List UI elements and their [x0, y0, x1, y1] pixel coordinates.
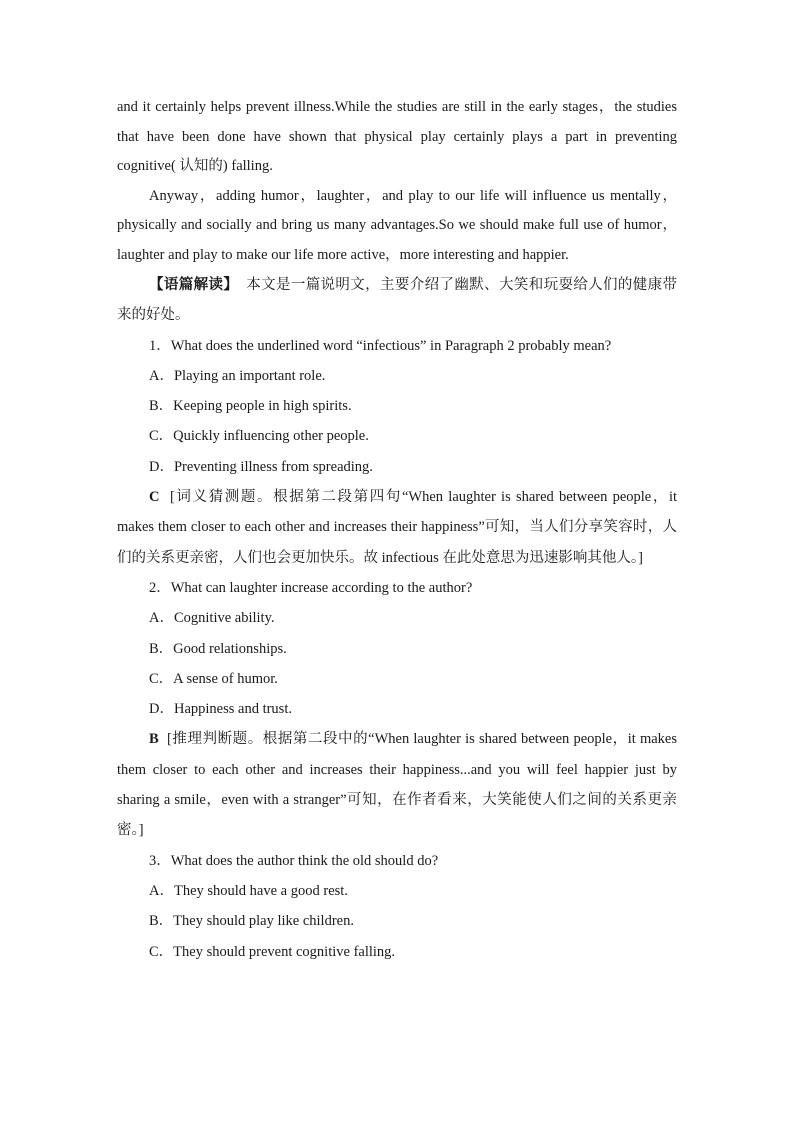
- answer-option: A．Cognitive ability.: [149, 610, 275, 627]
- question-stem: 3．What does the author think the old should do?: [149, 852, 439, 869]
- answer-analysis: [117, 482, 677, 573]
- answer-option: C．Quickly influencing other people.: [149, 428, 369, 445]
- summary-tag: 【语篇解读】: [149, 276, 239, 293]
- answer-letter: B: [149, 731, 159, 748]
- passage-paragraph: Anyway，adding humor，laughter，and play to our life will influence us mentally，physically and socially and bring us many advantages.So we should make full use of humor，laughter and play to make our life more active，more interesting and happier.: [117, 187, 677, 263]
- analysis-text: [推理判断题。根据第二段中的“When laughter is shared between people，it makes them closer to each other and increases their happiness...and you will feel happier just by sharing a smile，even with a stranger”可知，在作者看来，大笑能使人们之间的关系更亲密。]: [117, 731, 678, 839]
- answer-option: B．Good relationships.: [149, 640, 287, 657]
- passage-summary: [117, 270, 677, 331]
- answer-option: A．Playing an important role.: [149, 367, 326, 384]
- answer-option: B．They should play like children.: [149, 913, 354, 930]
- answer-option: D．Happiness and trust.: [149, 701, 292, 718]
- summary-text: 本文是一篇说明文，主要介绍了幽默、大笑和玩耍给人们的健康带来的好处。: [117, 277, 678, 324]
- answer-option: D．Preventing illness from spreading.: [149, 458, 373, 475]
- question-stem: 2．What can laughter increase according to the author?: [149, 579, 473, 596]
- question-stem: 1．What does the underlined word “infectious” in Paragraph 2 probably mean?: [149, 337, 612, 354]
- answer-letter: C: [149, 489, 160, 506]
- answer-option: B．Keeping people in high spirits.: [149, 398, 352, 415]
- answer-option: C．They should prevent cognitive falling.: [149, 943, 396, 960]
- analysis-text: [词义猜测题。根据第二段第四句“When laughter is shared between people，it makes them closer to each other and increases their happiness”可知，当人们分享笑容时，人们的关系更亲密，人们也会更加快乐。故 infectious 在此处意思为迅速影响其他人。]: [117, 489, 678, 566]
- answer-option: A．They should have a good rest.: [149, 882, 348, 899]
- answer-option: C．A sense of humor.: [149, 670, 278, 687]
- answer-analysis: [117, 724, 677, 845]
- passage-paragraph: and it certainly helps prevent illness.While the studies are still in the early stages，the studies that have been done have shown that physical play certainly plays a part in preventing cognitive( 认知的) falling.: [117, 99, 677, 174]
- document-page: [117, 93, 677, 967]
